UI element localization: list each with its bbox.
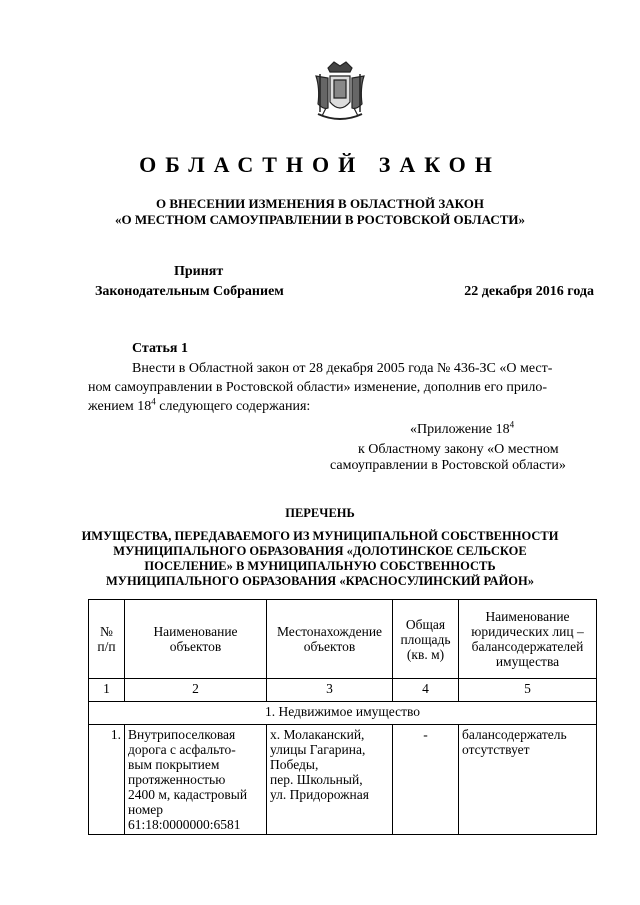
header-cell-location: Местонахождение объектов xyxy=(267,600,393,679)
row-number: 1. xyxy=(89,725,125,835)
property-table xyxy=(88,599,597,835)
subtitle-line-2: «О МЕСТНОМ САМОУПРАВЛЕНИИ В РОСТОВСКОЙ ОБЛАСТИ» xyxy=(115,212,525,227)
document-type-title: ОБЛАСТНОЙ ЗАКОН xyxy=(139,152,501,177)
header-cell-area: Общая площадь (кв. м) xyxy=(393,600,459,679)
adopted-by-label: Законодательным Собранием xyxy=(95,284,284,299)
column-number: 2 xyxy=(125,679,267,702)
header-cell-name: Наименование объектов xyxy=(125,600,267,679)
list-heading-line-3: ПОСЕЛЕНИЕ» В МУНИЦИПАЛЬНУЮ СОБСТВЕННОСТЬ xyxy=(144,559,496,573)
table-row xyxy=(89,725,597,835)
article-text-line-1: Внести в Областной закон от 28 декабря 2005 года № 436-ЗС «О мест- xyxy=(132,361,553,376)
section-title: 1. Недвижимое имущество xyxy=(89,702,597,725)
appendix-label: «Приложение $18^4$ xyxy=(410,419,515,437)
column-number: 1 xyxy=(89,679,125,702)
list-heading-line-4: МУНИЦИПАЛЬНОГО ОБРАЗОВАНИЯ «КРАСНОСУЛИНСКИЙ РАЙОН» xyxy=(105,574,535,588)
subtitle-line-1: О ВНЕСЕНИИ ИЗМЕНЕНИЯ В ОБЛАСТНОЙ ЗАКОН xyxy=(156,196,484,211)
section-row xyxy=(89,702,597,725)
appendix-line-3: самоуправлении в Ростовской области» xyxy=(330,458,566,473)
adoption-date: 22 декабря 2016 года xyxy=(464,284,594,299)
object-location: х. Молаканский, улицы Гагарина, Победы, пер. Школьный, ул. Придорожная xyxy=(267,725,393,835)
list-heading-line-2: МУНИЦИПАЛЬНОГО ОБРАЗОВАНИЯ «ДОЛОТИНСКОЕ СЕЛЬСКОЕ xyxy=(113,544,527,558)
header-cell-number: № п/п xyxy=(89,600,125,679)
adopted-label: Принят xyxy=(174,264,224,279)
object-area: - xyxy=(393,725,459,835)
article-title: Статья 1 xyxy=(132,341,188,356)
column-number: 4 xyxy=(393,679,459,702)
list-heading-line-1: ИМУЩЕСТВА, ПЕРЕДАВАЕМОГО ИЗ МУНИЦИПАЛЬНОЙ СОБСТВЕННОСТИ xyxy=(81,529,559,543)
article-text-line-2: ном самоуправлении в Ростовской области» изменение, дополнив его прило- xyxy=(88,380,548,395)
column-number-row xyxy=(89,679,597,702)
header-cell-holder: Наименование юридических лиц – балансодержателей имущества xyxy=(459,600,597,679)
object-name: Внутрипоселковая дорога с асфальто- вым покрытием протяженностью 2400 м, кадастровый номер 61:18:0000000:6581 xyxy=(125,725,267,835)
column-number: 3 xyxy=(267,679,393,702)
column-number: 5 xyxy=(459,679,597,702)
article-text-line-3: жением $18^4$ следующего содержания: xyxy=(88,396,311,414)
appendix-line-2: к Областному закону «О местном xyxy=(358,442,559,457)
table-header-row xyxy=(89,600,597,679)
coat-of-arms-icon xyxy=(306,58,374,126)
object-holder: балансодержатель отсутствует xyxy=(459,725,597,835)
list-title: ПЕРЕЧЕНЬ xyxy=(285,506,355,520)
